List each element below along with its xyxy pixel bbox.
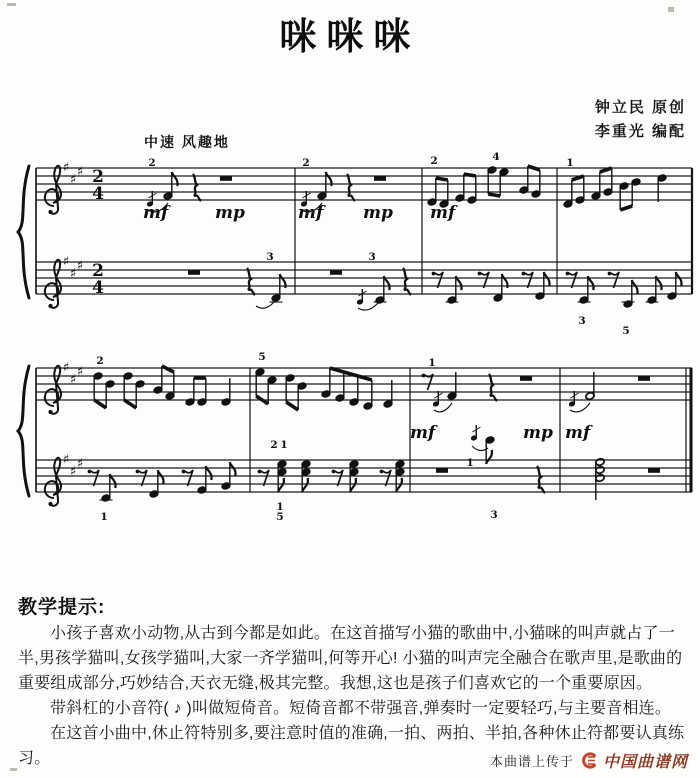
scan-artifact (10, 768, 17, 771)
scan-artifact (7, 3, 16, 6)
teaching-paragraph: 带斜杠的小音符( ♪ )叫做短倚音。短倚音都不带强音,弹奏时一定要轻巧,与主要音相连。 (50, 700, 672, 717)
dynamic-marking: mp (523, 423, 553, 443)
svg-text:2: 2 (270, 439, 278, 451)
teaching-paragraph: 在这首小曲中,休止符特别多,要注意时值的准确,一拍、两拍、半拍,各种休止符都要认真练习。 (18, 725, 685, 767)
treble-clef-icon (45, 366, 61, 414)
tempo-marking: 中速 风趣地 (144, 134, 230, 150)
svg-text:♯: ♯ (69, 172, 77, 188)
music-system-1 (0, 150, 700, 346)
svg-text:1: 1 (466, 457, 474, 469)
svg-text:2: 2 (148, 157, 156, 169)
svg-text:♯: ♯ (69, 464, 77, 480)
treble-clef-icon (45, 458, 61, 506)
svg-text:♯: ♯ (62, 360, 70, 376)
dynamic-marking: mf (143, 203, 169, 223)
svg-text:♯: ♯ (76, 456, 84, 472)
svg-text:♯: ♯ (62, 452, 70, 468)
svg-text:♯: ♯ (76, 258, 84, 274)
credit-arranger: 李重光 编配 (594, 123, 686, 140)
svg-text:♯: ♯ (69, 372, 77, 388)
svg-text:3: 3 (368, 251, 376, 263)
footer-credit (490, 749, 688, 772)
svg-text:2: 2 (92, 261, 104, 281)
svg-text:5: 5 (622, 325, 630, 337)
svg-text:1: 1 (100, 511, 108, 523)
dynamic-marking: mf (430, 203, 456, 223)
svg-text:3: 3 (266, 251, 274, 263)
scan-artifact (668, 7, 674, 12)
dynamic-marking: mp (363, 203, 393, 223)
svg-text:2: 2 (96, 355, 104, 367)
system-brace (18, 366, 29, 496)
svg-text:♯: ♯ (62, 254, 70, 270)
svg-text:♯: ♯ (76, 364, 84, 380)
svg-text:1: 1 (428, 357, 436, 369)
treble-clef-icon (45, 260, 61, 308)
svg-text:♯: ♯ (69, 266, 77, 282)
svg-text:♯: ♯ (76, 164, 84, 180)
footer-note: 本曲谱上传于 (489, 754, 574, 769)
svg-text:1: 1 (566, 157, 574, 169)
svg-text:1: 1 (276, 501, 284, 513)
teaching-paragraph: 小孩子喜欢小动物,从古到今都是如此。在这首描写小猫的歌曲中,小猫咪的叫声就占了一半,男孩学猫叫,女孩学猫叫,大家一齐学猫叫,何等开心! 小猫的叫声完全融合在歌声里,是歌曲的重要组成部分,巧妙结合,天衣无缝,极其完整。我想,这也是孩子们喜欢它的一个重要原因。 (18, 625, 683, 692)
site-name: 中国曲谱网 (602, 754, 688, 771)
svg-text:3: 3 (490, 509, 498, 521)
credit-original: 钟立民 原创 (594, 99, 686, 116)
svg-text:2: 2 (302, 157, 310, 169)
svg-text:5: 5 (276, 511, 284, 523)
page-title: 咪咪咪 (279, 16, 421, 57)
treble-clef-icon (45, 166, 61, 214)
dynamic-marking: mf (298, 203, 324, 223)
svg-text:3: 3 (578, 315, 586, 327)
dynamic-marking: mp (215, 203, 245, 223)
site-logo-icon (579, 752, 598, 769)
music-system-2 (0, 350, 700, 546)
svg-text:1: 1 (280, 439, 288, 451)
dynamic-marking: mf (410, 423, 436, 443)
svg-text:4: 4 (492, 151, 500, 163)
svg-text:2: 2 (430, 155, 438, 167)
svg-text:4: 4 (92, 278, 104, 298)
svg-text:♯: ♯ (62, 160, 70, 176)
credits-block (595, 96, 686, 144)
svg-text:5: 5 (258, 351, 266, 363)
svg-text:2: 2 (92, 167, 104, 187)
dynamic-marking: mf (565, 423, 591, 443)
teaching-heading: 教学提示: (18, 597, 106, 618)
svg-text:4: 4 (92, 184, 104, 204)
system-brace (18, 166, 29, 298)
